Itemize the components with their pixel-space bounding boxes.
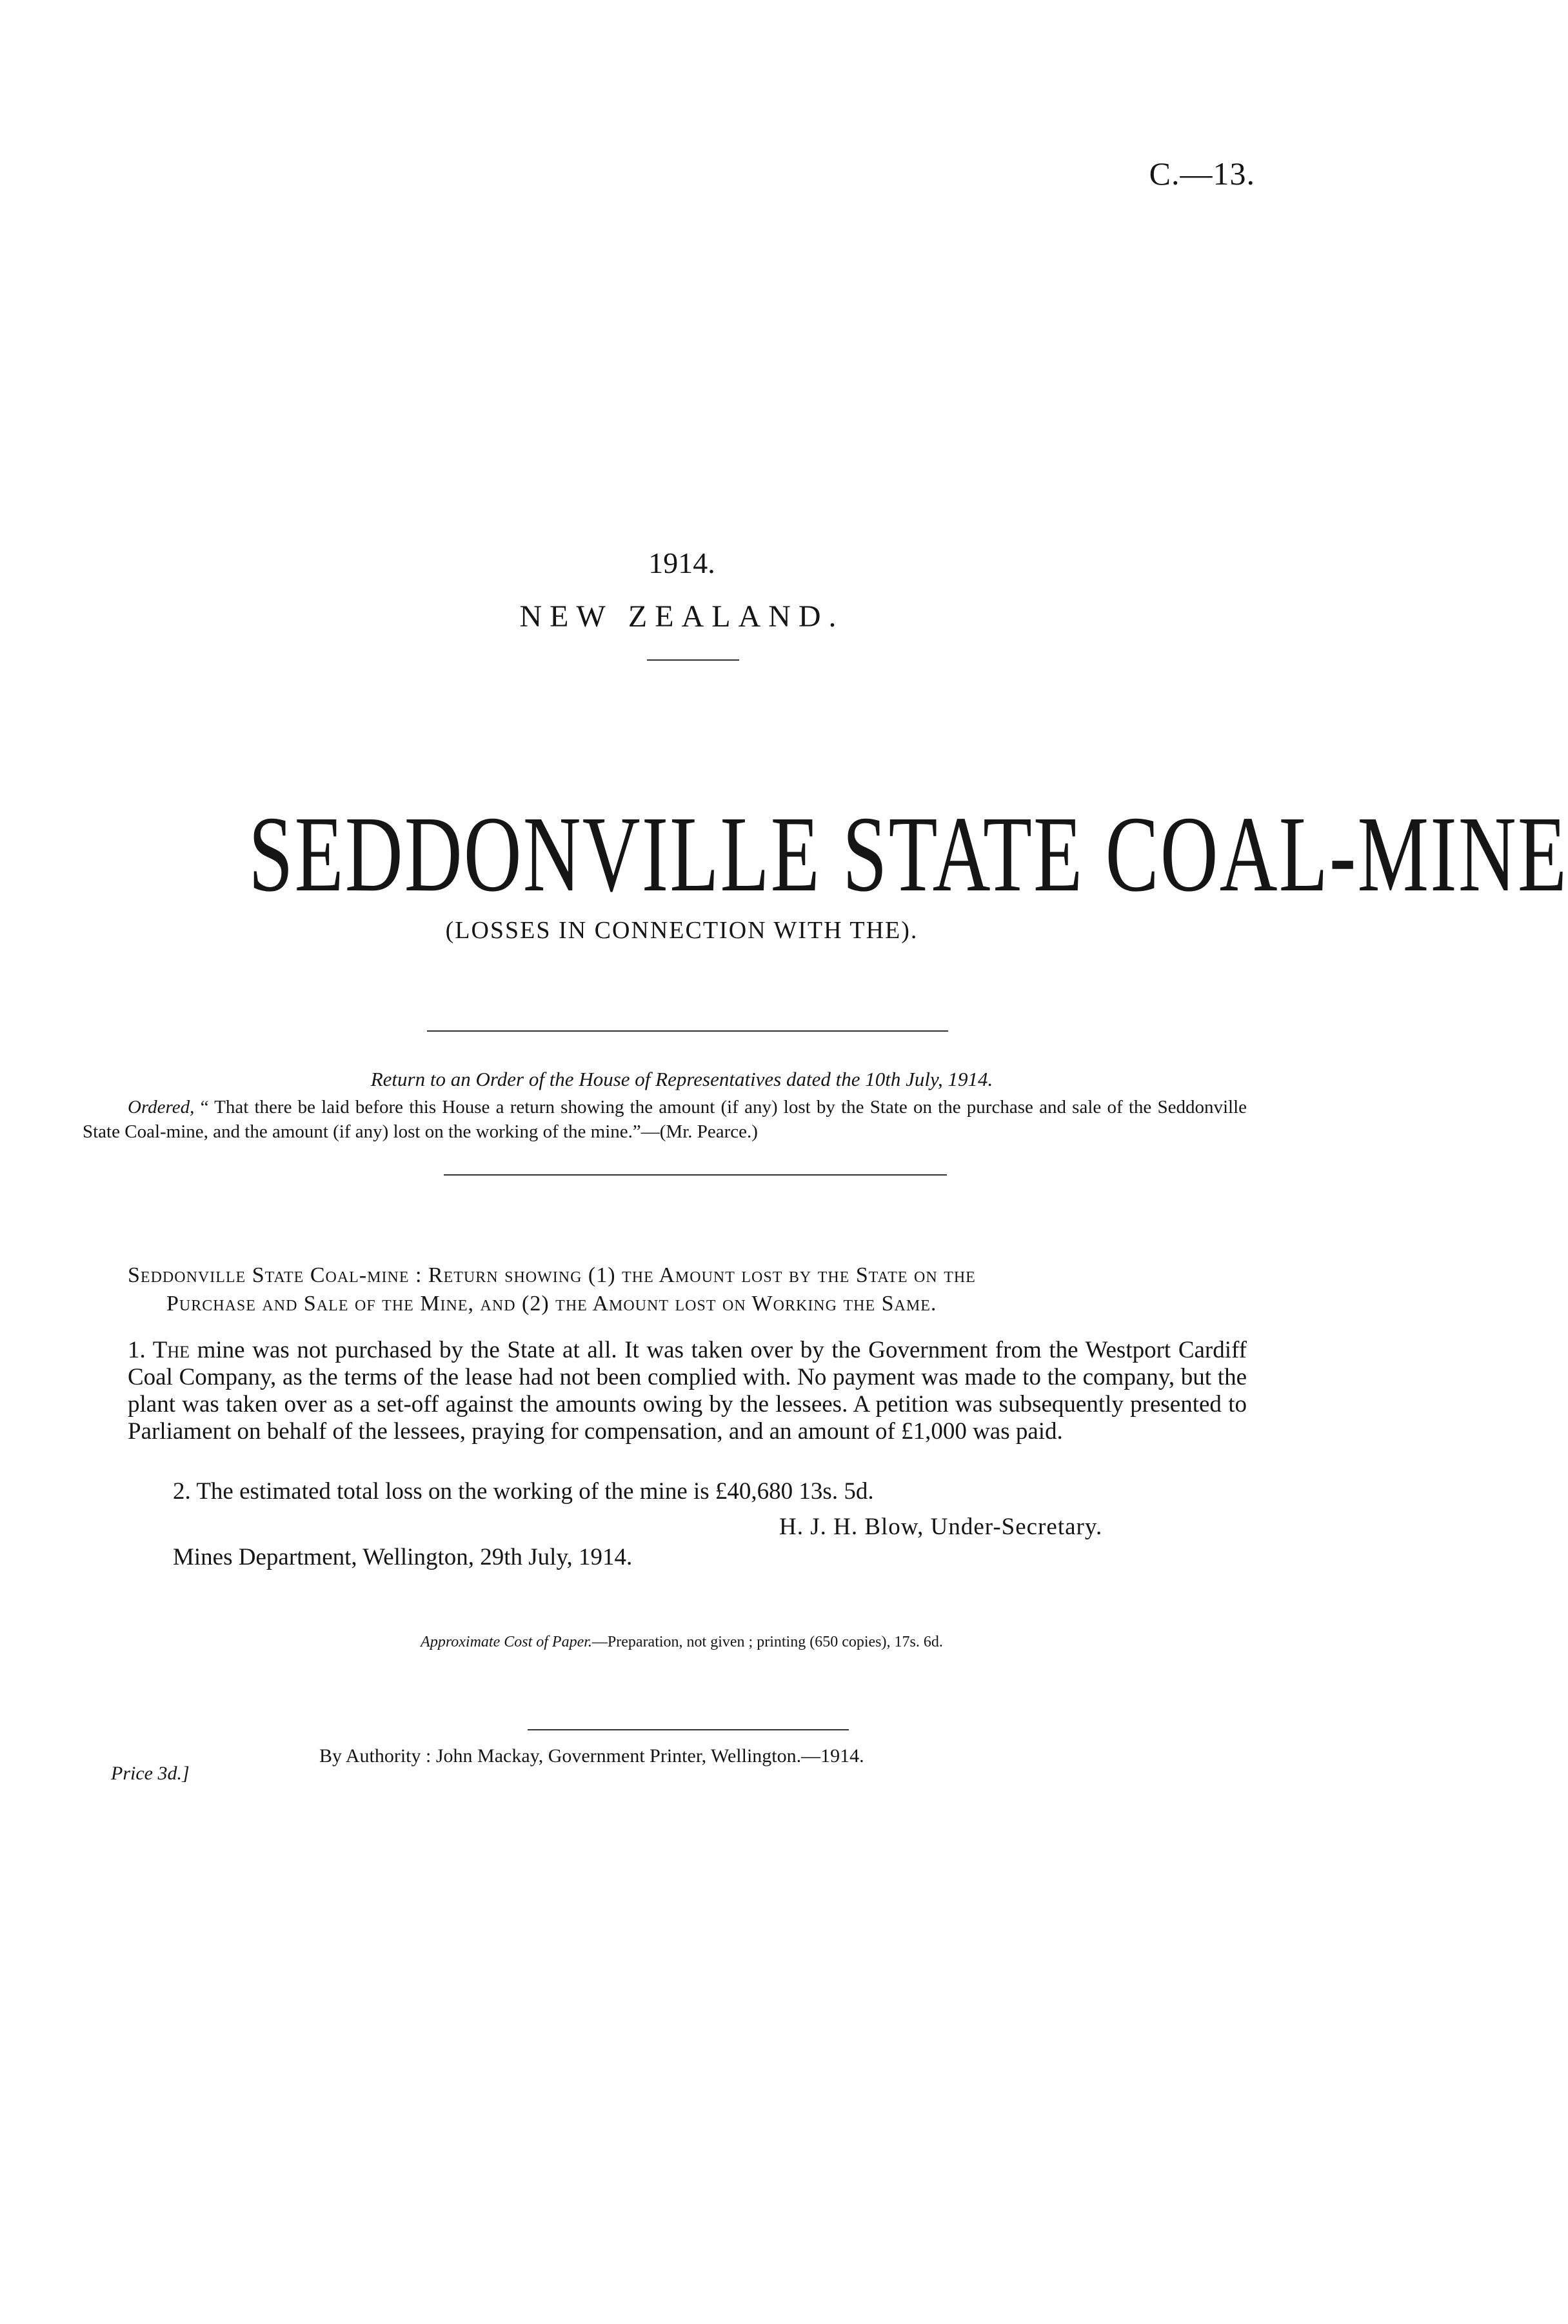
paragraph-1-lead: 1. The: [128, 1337, 190, 1363]
divider-short: [647, 659, 739, 661]
ordered-body: “ That there be laid before this House a return showing the amount (if any) lost by the State on the purchase and sale of the Seddonville State Coal-mine, and the amount (if any) lost on the working of the mine.”—(Mr. Pearce.): [83, 1097, 1247, 1142]
paragraph-2: 2. The estimated total loss on the working of the mine is £40,680 13s. 5d.: [173, 1478, 874, 1505]
order-text: [83, 1095, 1247, 1144]
document-subtitle: (LOSSES IN CONNECTION WITH THE).: [445, 917, 918, 944]
divider-footer: [528, 1729, 849, 1730]
return-order-line: Return to an Order of the House of Representatives dated the 10th July, 1914.: [370, 1068, 993, 1090]
country-heading: NEW ZEALAND.: [519, 599, 844, 634]
divider-order-bottom: [444, 1174, 947, 1176]
document-code: C.—13.: [1149, 155, 1255, 192]
document-title: SEDDONVILLE STATE COAL-MINE: [248, 794, 1568, 914]
divider-order-top: [427, 1030, 948, 1032]
signature: H. J. H. Blow, Under-Secretary.: [779, 1514, 1103, 1540]
price: Price 3d.]: [111, 1763, 190, 1784]
year: 1914.: [648, 546, 715, 579]
return-heading: [128, 1261, 1247, 1318]
heading-line-2: Purchase and Sale of the Mine, and (2) the Amount lost on Working the Same.: [166, 1292, 937, 1316]
printer-authority: By Authority : John Mackay, Government Printer, Wellington.—1914.: [319, 1745, 864, 1767]
paragraph-1: [128, 1337, 1247, 1445]
cost-of-paper: [0, 1634, 1364, 1651]
department-line: Mines Department, Wellington, 29th July, 1914.: [173, 1544, 633, 1570]
ordered-label: Ordered,: [128, 1097, 195, 1117]
paragraph-1-body: mine was not purchased by the State at all. It was taken over by the Government from the Westport Cardiff Coal Company, as the terms of the lease had not been complied with. No payment was made to the company, but the plant was taken over as a set-off against the amounts owing by the lessees. A petition was subsequently presented to Parliament on behalf of the lessees, praying for compensation, and an amount of £1,000 was paid.: [128, 1337, 1247, 1445]
cost-text: —Preparation, not given ; printing (650 copies), 17s. 6d.: [591, 1634, 943, 1650]
cost-label: Approximate Cost of Paper.: [421, 1634, 592, 1650]
heading-line-1: Seddonville State Coal-mine : Return showing (1) the Amount lost by the State on the: [128, 1263, 976, 1287]
